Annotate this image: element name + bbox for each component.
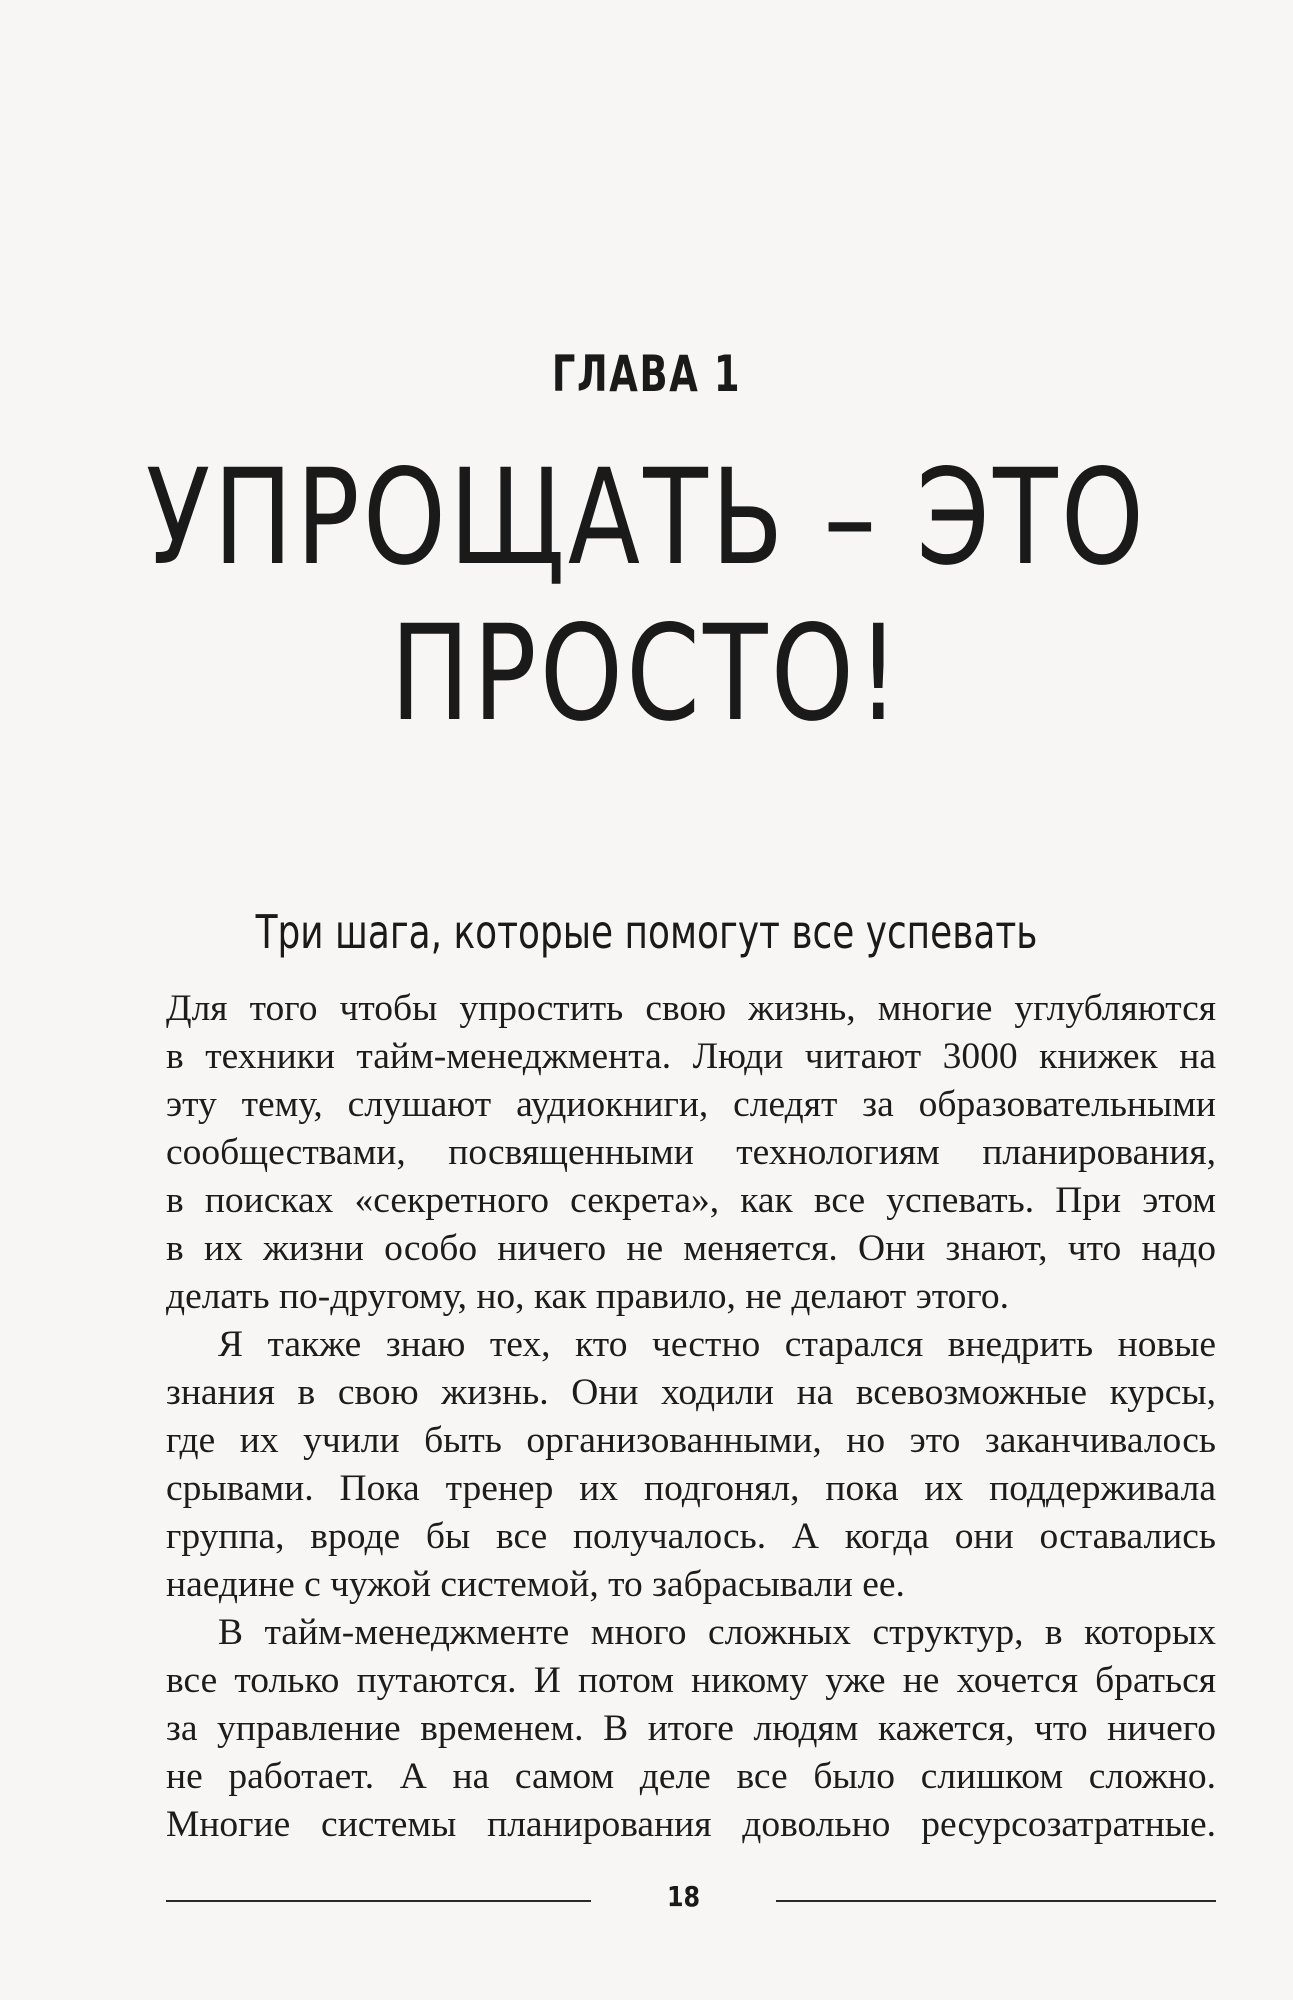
paragraph-line: В тайм-менеджменте много сложных структур, в которых	[218, 1612, 1216, 1653]
paragraph-line: группа, вроде бы все получалось. А когда они оставались	[166, 1516, 1216, 1557]
paragraph-line: делать по-другому, но, как правило, не делают этого.	[166, 1276, 1009, 1317]
paragraph-line: Для того чтобы упростить свою жизнь, многие углубляются	[166, 988, 1216, 1029]
paragraph-line: сообществами, посвященными технологиям планирования,	[166, 1132, 1216, 1173]
section-heading: Три шага, которые помогут все успевать	[255, 905, 1038, 959]
paragraph-line: в поисках «секретного секрета», как все успевать. При этом	[166, 1180, 1216, 1221]
paragraph-line: все только путаются. И потом никому уже не хочется браться	[166, 1660, 1216, 1701]
paragraph-line: эту тему, слушают аудиокниги, следят за образовательными	[166, 1084, 1216, 1125]
footer-rule-left	[166, 1900, 591, 1902]
body-text	[166, 985, 1216, 1849]
paragraph-line: за управление временем. В итоге людям кажется, что ничего	[166, 1708, 1216, 1749]
chapter-title-line-2: ПРОСТО!	[390, 597, 903, 751]
paragraph-line: наедине с чужой системой, то забрасывали ее.	[166, 1564, 905, 1605]
paragraph-line: не работает. А на самом деле все было слишком сложно.	[166, 1756, 1216, 1797]
paragraph-line: Я также знаю тех, кто честно старался внедрить новые	[218, 1324, 1216, 1365]
paragraph-line: Многие системы планирования довольно ресурсозатратные.	[166, 1804, 1216, 1845]
page-footer	[166, 1880, 1216, 1920]
footer-rule-right	[776, 1900, 1216, 1902]
chapter-title-line-1: УПРОЩАТЬ – ЭТО	[145, 441, 1148, 595]
paragraph-line: в техники тайм-менеджмента. Люди читают 3000 книжек на	[166, 1036, 1216, 1077]
paragraph-line: в их жизни особо ничего не меняется. Они знают, что надо	[166, 1228, 1216, 1269]
chapter-title	[129, 440, 1163, 752]
paragraph-1	[166, 985, 1216, 1321]
paragraph-2	[166, 1321, 1216, 1609]
paragraph-3	[166, 1609, 1216, 1849]
chapter-label: ГЛАВА 1	[551, 345, 742, 403]
page-number: 18	[666, 1880, 701, 1913]
paragraph-line: срывами. Пока тренер их подгонял, пока их поддерживала	[166, 1468, 1216, 1509]
paragraph-line: где их учили быть организованными, но это заканчивалось	[166, 1420, 1216, 1461]
paragraph-line: знания в свою жизнь. Они ходили на всевозможные курсы,	[166, 1372, 1216, 1413]
